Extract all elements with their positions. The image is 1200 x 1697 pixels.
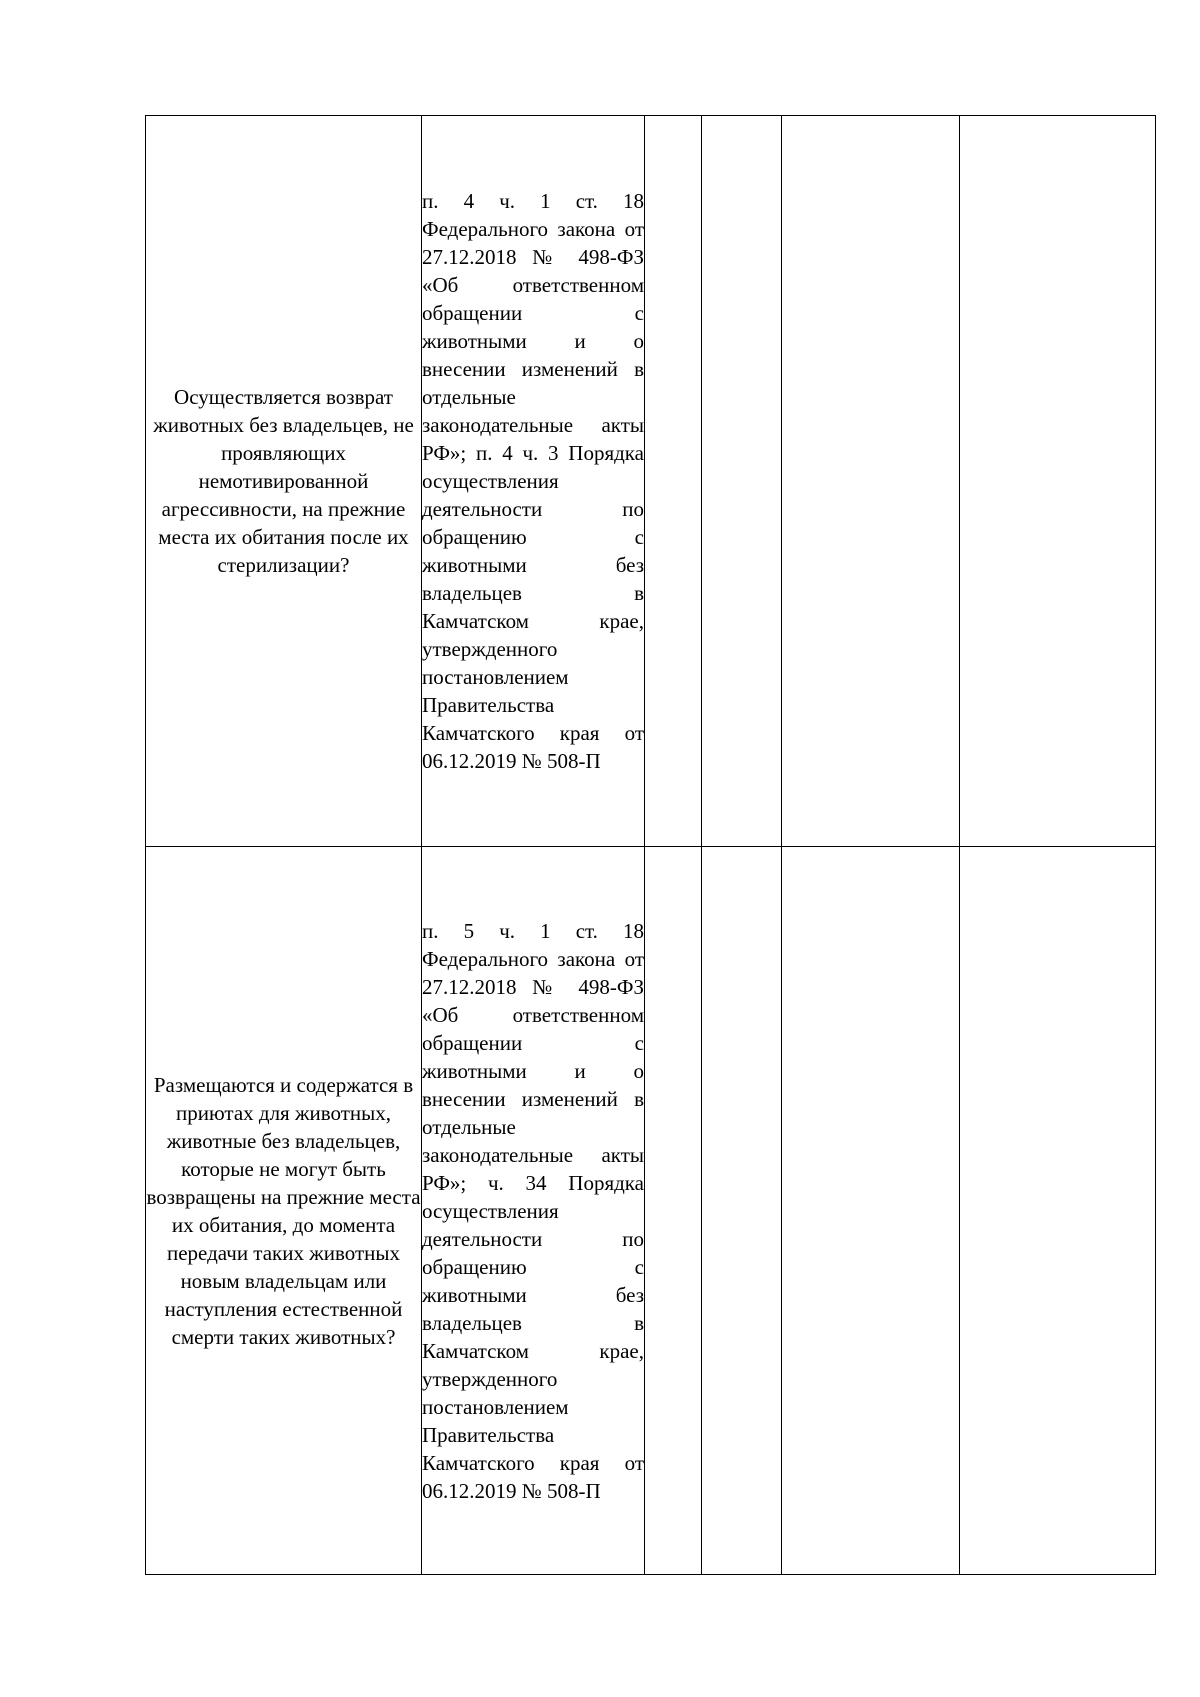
note-cell [960, 847, 1156, 1575]
legal-basis-cell [422, 847, 645, 1575]
not-applicable-cell [782, 847, 960, 1575]
question-text: Осуществляется возврат животных без владельцев, не проявляющих немотивированной агрессивности, на прежние места их обитания после их стерилизации? [153, 385, 414, 577]
answer-no-cell [702, 116, 782, 847]
question-cell [146, 847, 422, 1575]
question-text: Размещаются и содержатся в приютах для животных, животные без владельцев, которые не могут быть возвращены на прежние места их обитания, до момента передачи таких животных новым владельцам или наступления естественной смерти таких животных? [146, 1072, 421, 1349]
answer-no-cell [702, 847, 782, 1575]
question-cell [146, 116, 422, 847]
legal-basis-cell [422, 116, 645, 847]
answer-yes-cell [645, 847, 702, 1575]
checklist-table [145, 115, 1156, 1575]
legal-basis-text: п. 4 ч. 1 ст. 18 Федерального закона от 27.12.2018 № 498-ФЗ «Об ответственном обращении с животными и о внесении изменений в отдельные законодательные акты РФ»; п. 4 ч. 3 Порядка осуществления деятельности по обращению с животными без владельцев в Камчатском крае, утвержденного постановлением Правительства Камчатского края от 06.12.2019 № 508-П [422, 189, 644, 773]
legal-basis-text: п. 5 ч. 1 ст. 18 Федерального закона от 27.12.2018 № 498-ФЗ «Об ответственном обращении с животными и о внесении изменений в отдельные законодательные акты РФ»; ч. 34 Порядка осуществления деятельности по обращению с животными без владельцев в Камчатском крае, утвержденного постановлением Правительства Камчатского края от 06.12.2019 № 508-П [422, 918, 644, 1503]
table-row [146, 116, 1156, 847]
table-row [146, 847, 1156, 1575]
note-cell [960, 116, 1156, 847]
not-applicable-cell [782, 116, 960, 847]
answer-yes-cell [645, 116, 702, 847]
